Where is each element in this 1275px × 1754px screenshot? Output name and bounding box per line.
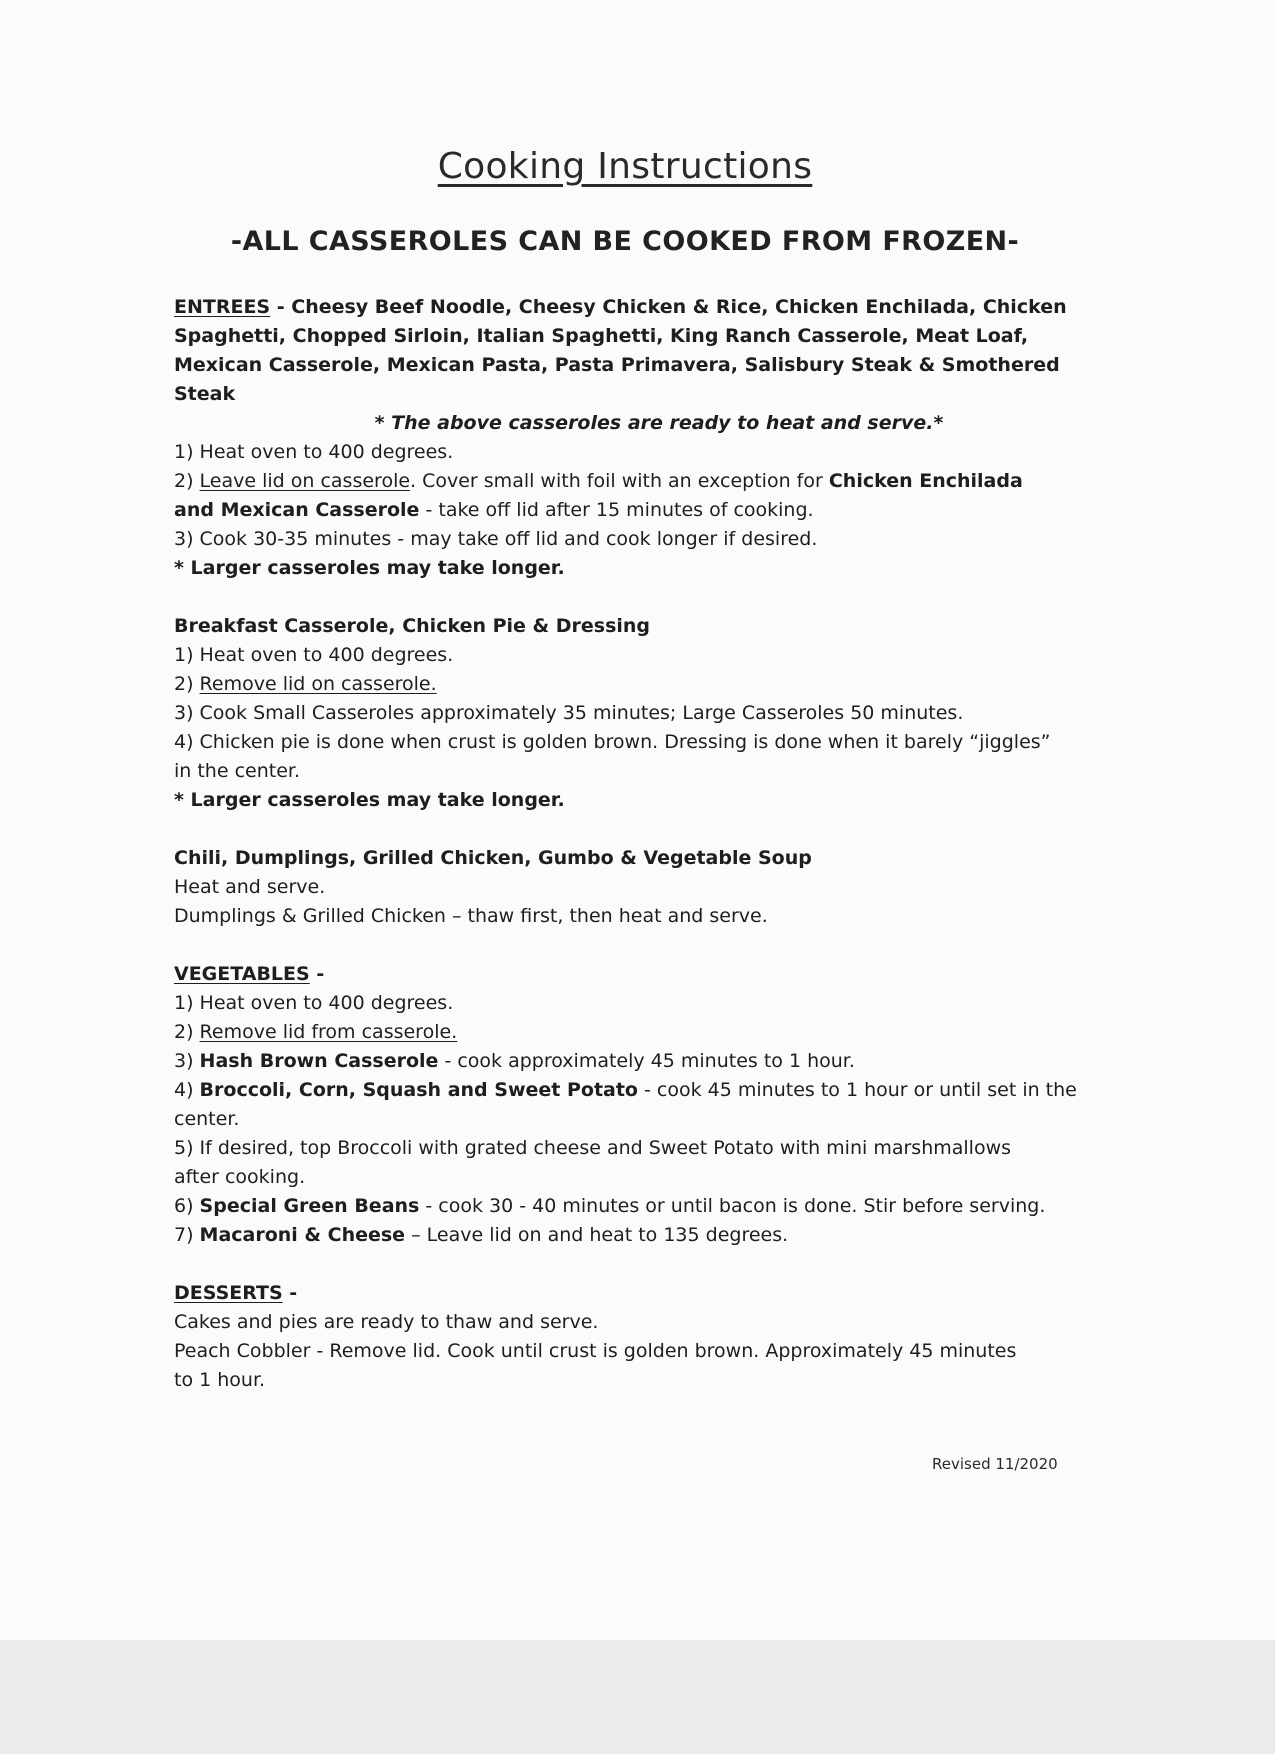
desserts-line-2: Peach Cobbler - Remove lid. Cook until crust is golden brown. Approximately 45 minutes: [174, 1340, 1017, 1362]
vegetables-section: [174, 960, 1077, 1250]
vegetables-heading-line: VEGETABLES -: [174, 963, 325, 985]
entrees-step-1: 1) Heat oven to 400 degrees.: [174, 441, 454, 463]
entrees-footnote: * Larger casseroles may take longer.: [174, 557, 565, 579]
vegetables-step-2: 2) Remove lid from casserole.: [174, 1021, 458, 1043]
vegetables-step-1: 1) Heat oven to 400 degrees.: [174, 992, 454, 1014]
entrees-step-2-cont: and Mexican Casserole - take off lid after 15 minutes of cooking.: [174, 499, 814, 521]
vegetables-step-4-cont: center.: [174, 1108, 240, 1130]
breakfast-section: [174, 612, 1074, 815]
breakfast-step-4: 4) Chicken pie is done when crust is golden brown. Dressing is done when it barely “jiggles”: [174, 731, 1051, 753]
vegetables-step-3: 3) Hash Brown Casserole - cook approximately 45 minutes to 1 hour.: [174, 1050, 855, 1072]
soups-section: [174, 844, 1074, 931]
soups-heading: Chili, Dumplings, Grilled Chicken, Gumbo & Vegetable Soup: [174, 847, 812, 869]
entrees-step-2: 2) Leave lid on casserole. Cover small with foil with an exception for Chicken Enchilada: [174, 470, 1023, 492]
page-subtitle: -ALL CASSEROLES CAN BE COOKED FROM FROZEN-: [230, 226, 1020, 257]
soups-line-1: Heat and serve.: [174, 876, 326, 898]
breakfast-heading: Breakfast Casserole, Chicken Pie & Dressing: [174, 615, 651, 637]
vegetables-heading: VEGETABLES: [174, 963, 310, 985]
entrees-list-line: Mexican Casserole, Mexican Pasta, Pasta Primavera, Salisbury Steak & Smothered: [174, 354, 1060, 376]
revised-date: Revised 11/2020: [932, 1455, 1058, 1473]
entrees-heading: ENTREES: [174, 296, 271, 318]
breakfast-footnote: * Larger casseroles may take longer.: [174, 789, 565, 811]
entrees-list-line: Spaghetti, Chopped Sirloin, Italian Spaghetti, King Ranch Casserole, Meat Loaf,: [174, 325, 1029, 347]
vegetables-step-6: 6) Special Green Beans - cook 30 - 40 minutes or until bacon is done. Stir before serving.: [174, 1195, 1046, 1217]
instructions-body: [174, 293, 1077, 1395]
entrees-section: [174, 293, 1074, 583]
desserts-heading-line: DESSERTS -: [174, 1282, 298, 1304]
entrees-step-3: 3) Cook 30-35 minutes - may take off lid and cook longer if desired.: [174, 528, 818, 550]
vegetables-step-4: 4) Broccoli, Corn, Squash and Sweet Potato - cook 45 minutes to 1 hour or until set in the: [174, 1079, 1077, 1101]
entrees-list-line: Steak: [174, 383, 236, 405]
desserts-line-3: to 1 hour.: [174, 1369, 266, 1391]
desserts-heading: DESSERTS: [174, 1282, 283, 1304]
vegetables-step-7: 7) Macaroni & Cheese – Leave lid on and heat to 135 degrees.: [174, 1224, 789, 1246]
breakfast-step-3: 3) Cook Small Casseroles approximately 35 minutes; Large Casseroles 50 minutes.: [174, 702, 964, 724]
entrees-list: Cheesy Beef Noodle, Cheesy Chicken & Rice, Chicken Enchilada, Chicken: [291, 296, 1067, 318]
soups-line-2: Dumplings & Grilled Chicken – thaw first, then heat and serve.: [174, 905, 768, 927]
entrees-note: * The above casseroles are ready to heat and serve.*: [374, 412, 944, 434]
vegetables-step-5: 5) If desired, top Broccoli with grated cheese and Sweet Potato with mini marshmallows: [174, 1137, 1012, 1159]
desserts-line-1: Cakes and pies are ready to thaw and serve.: [174, 1311, 599, 1333]
desserts-section: [174, 1279, 1074, 1395]
scanner-background: [0, 1640, 1275, 1754]
breakfast-step-2: 2) Remove lid on casserole.: [174, 673, 437, 695]
page-title: Cooking Instructions: [437, 146, 813, 187]
vegetables-step-5-cont: after cooking.: [174, 1166, 306, 1188]
breakfast-step-1: 1) Heat oven to 400 degrees.: [174, 644, 454, 666]
breakfast-step-4-cont: in the center.: [174, 760, 301, 782]
entrees-line-1: ENTREES - Cheesy Beef Noodle, Cheesy Chicken & Rice, Chicken Enchilada, Chicken: [174, 296, 1067, 318]
